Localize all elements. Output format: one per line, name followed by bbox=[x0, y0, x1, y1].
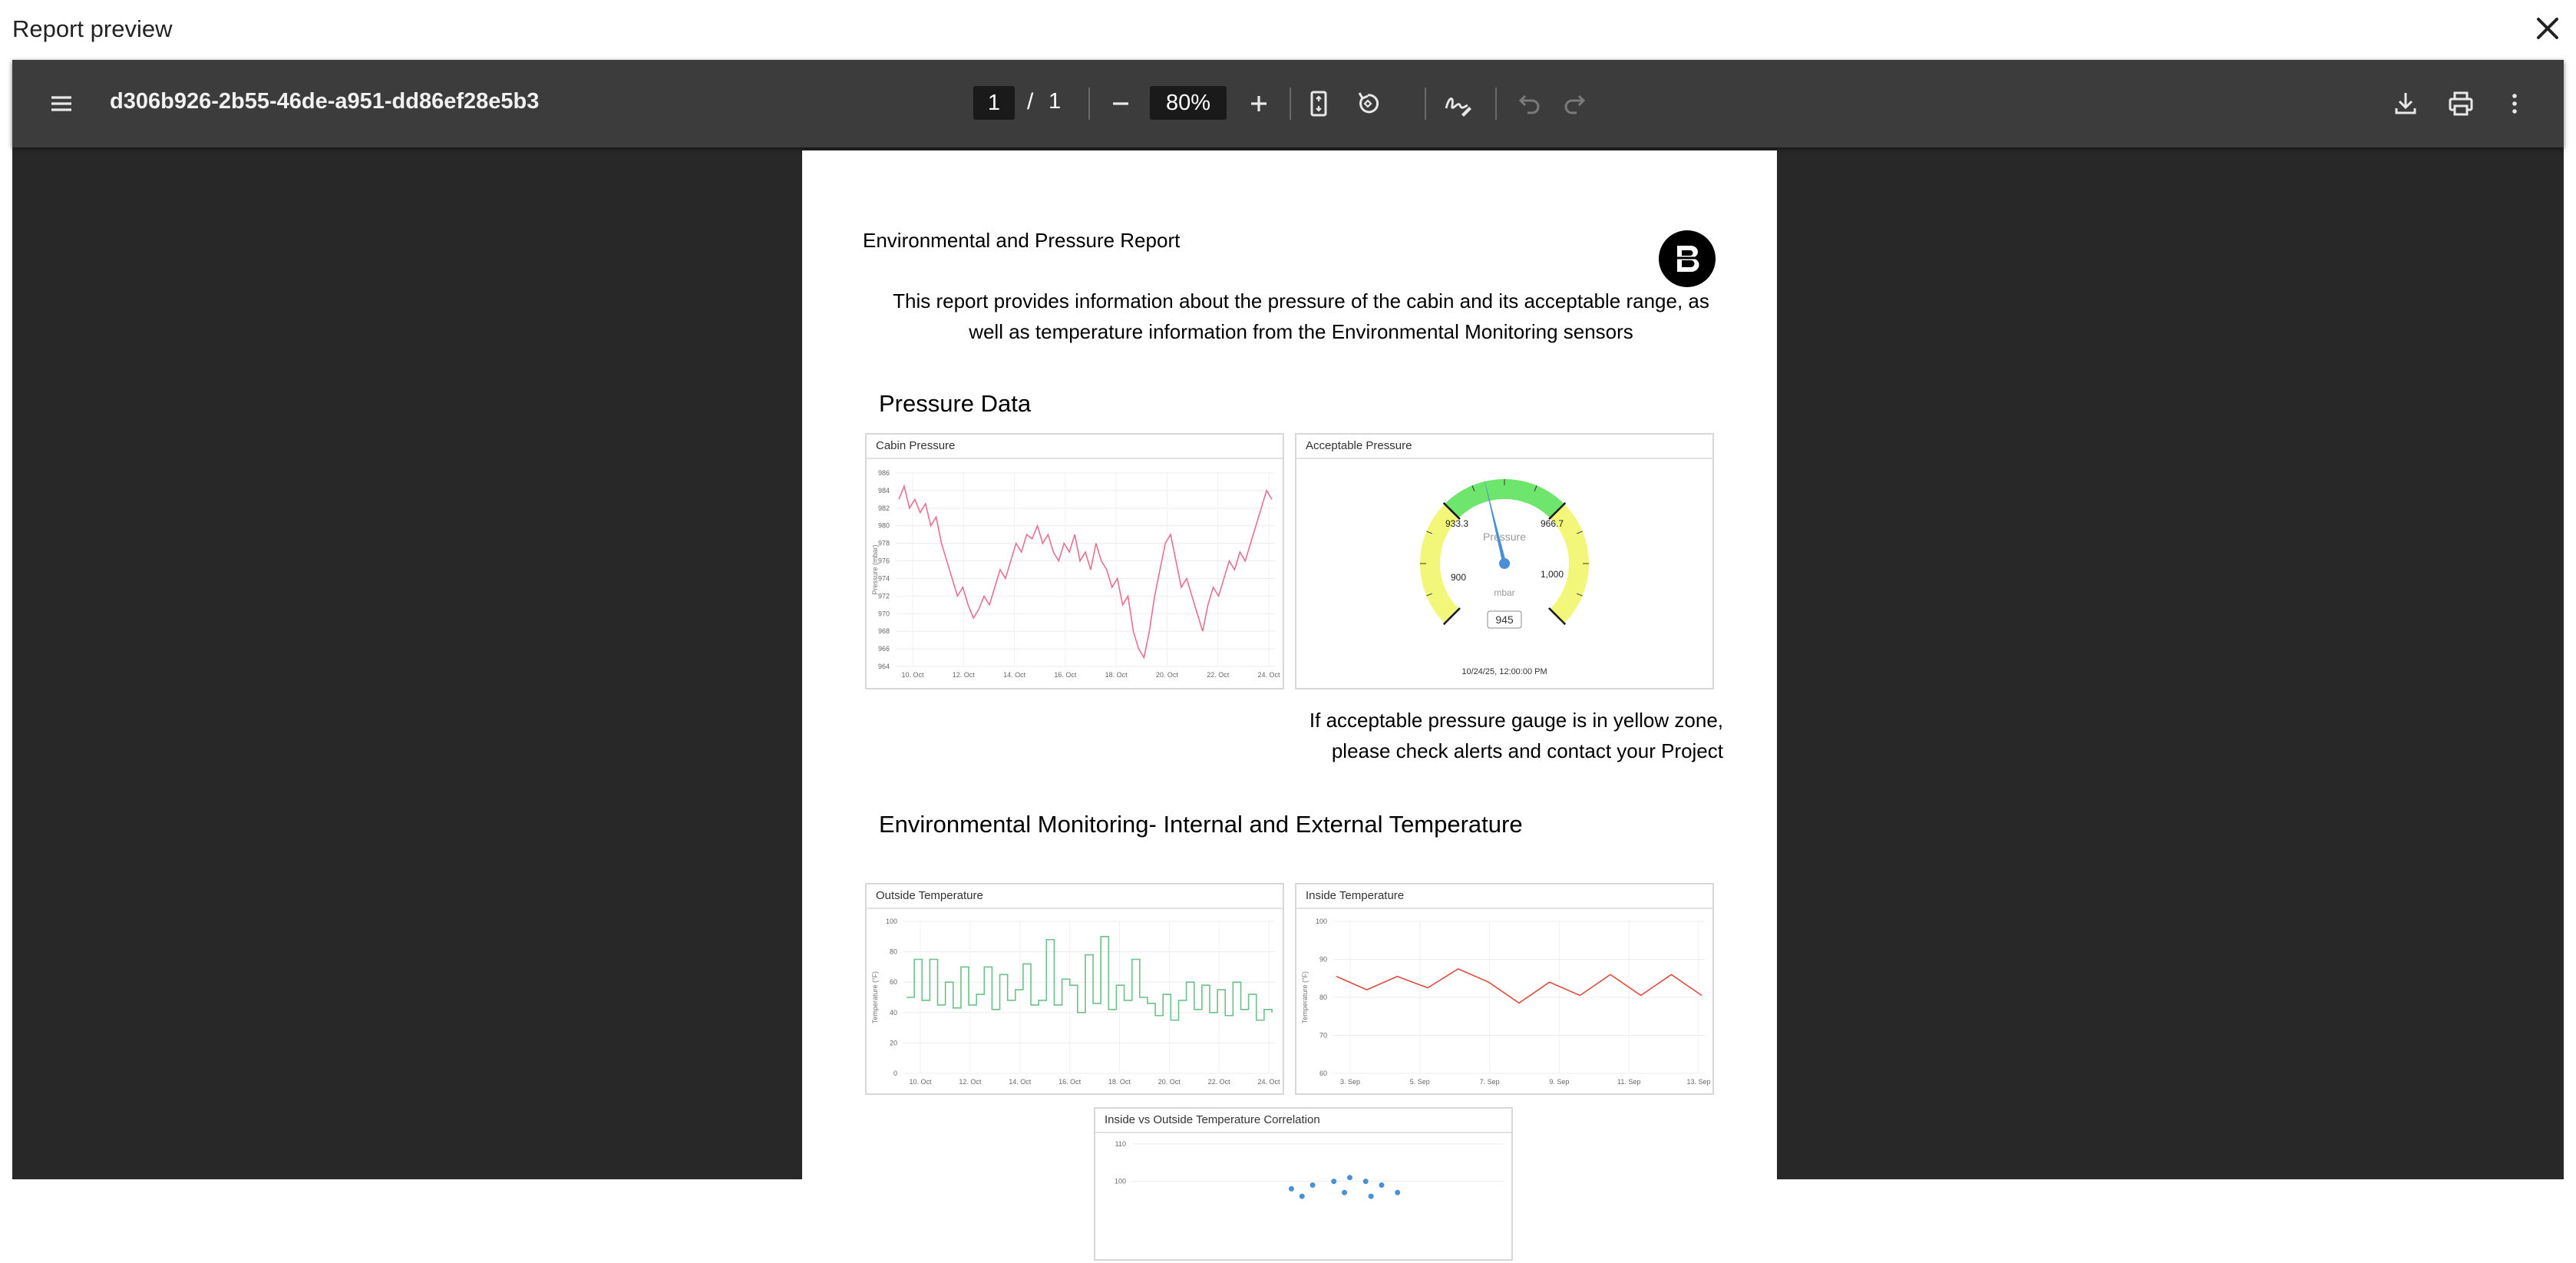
annotate-icon[interactable] bbox=[1438, 85, 1475, 122]
report-title: Environmental and Pressure Report bbox=[863, 229, 1181, 252]
outside-temperature-panel bbox=[865, 883, 1284, 1095]
series-line bbox=[907, 937, 1272, 1020]
y-tick-label: 980 bbox=[877, 521, 890, 530]
y-tick-label: 982 bbox=[877, 504, 890, 512]
x-tick-label: 24. Oct bbox=[1257, 671, 1280, 679]
y-tick-label: 100 bbox=[885, 917, 897, 925]
x-tick-label: 22. Oct bbox=[1207, 1078, 1230, 1086]
x-tick-label: 12. Oct bbox=[959, 1078, 982, 1086]
zoom-out-icon[interactable] bbox=[1102, 85, 1139, 122]
page-separator: / bbox=[1027, 89, 1034, 114]
rotate-icon[interactable] bbox=[1349, 85, 1386, 122]
fit-page-icon[interactable] bbox=[1300, 85, 1337, 122]
x-tick-label: 10. Oct bbox=[909, 1078, 932, 1086]
modal-header bbox=[0, 0, 2576, 60]
scatter-point bbox=[1310, 1182, 1316, 1188]
zoom-input[interactable]: 80% bbox=[1150, 86, 1227, 120]
note-line: If acceptable pressure gauge is in yellow zone, bbox=[1309, 709, 1723, 732]
pdf-page bbox=[802, 150, 1777, 1225]
y-tick-label: 100 bbox=[1114, 1177, 1126, 1185]
brand-logo-icon bbox=[1659, 230, 1716, 287]
x-tick-label: 10. Oct bbox=[901, 671, 924, 679]
pressure-note bbox=[1224, 705, 1723, 766]
toolbar-divider bbox=[1290, 88, 1291, 120]
y-tick-label: 110 bbox=[1115, 1140, 1126, 1148]
y-tick-label: 70 bbox=[1319, 1031, 1327, 1040]
download-icon[interactable] bbox=[2387, 85, 2424, 122]
gauge-unit: mbar bbox=[1494, 587, 1515, 598]
y-tick-label: 100 bbox=[1315, 917, 1327, 925]
correlation-panel bbox=[1094, 1107, 1513, 1261]
scatter-point bbox=[1289, 1186, 1294, 1192]
panel-title: Outside Temperature bbox=[867, 884, 1283, 909]
y-tick-label: 90 bbox=[1319, 955, 1327, 964]
scatter-point bbox=[1369, 1194, 1374, 1199]
inside-temperature-panel bbox=[1295, 883, 1714, 1095]
scatter-point bbox=[1331, 1179, 1336, 1184]
gauge-tick-label: 933.3 bbox=[1445, 518, 1469, 529]
x-tick-label: 14. Oct bbox=[1003, 671, 1026, 679]
y-tick-label: 966 bbox=[877, 645, 890, 653]
scatter-point bbox=[1347, 1175, 1352, 1180]
intro-line: This report provides information about the pressure of the cabin and its acceptable range, as bbox=[893, 289, 1709, 312]
scatter-point bbox=[1300, 1194, 1305, 1199]
document-name: d306b926-2b55-46de-a951-dd86ef28e5b3 bbox=[110, 89, 540, 114]
inside-temperature-chart bbox=[1296, 909, 1712, 1093]
more-icon[interactable] bbox=[2496, 85, 2533, 122]
x-tick-label: 22. Oct bbox=[1207, 671, 1230, 679]
pressure-gauge bbox=[1296, 459, 1712, 688]
x-tick-label: 16. Oct bbox=[1054, 671, 1077, 679]
y-tick-label: 970 bbox=[877, 610, 890, 618]
outside-temperature-chart bbox=[867, 909, 1283, 1093]
panel-title: Inside vs Outside Temperature Correlation bbox=[1095, 1109, 1511, 1133]
intro-line: well as temperature information from the Environmental Monitoring sensors bbox=[969, 320, 1633, 343]
zoom-in-icon[interactable] bbox=[1240, 85, 1277, 122]
modal-title: Report preview bbox=[12, 15, 173, 42]
y-tick-label: 0 bbox=[893, 1070, 897, 1077]
y-tick-label: 986 bbox=[877, 469, 890, 477]
panel-title: Inside Temperature bbox=[1296, 884, 1712, 909]
y-tick-label: 80 bbox=[1319, 994, 1327, 1001]
gauge-value: 945 bbox=[1495, 613, 1514, 626]
x-tick-label: 13. Sep bbox=[1686, 1078, 1711, 1086]
x-tick-label: 9. Sep bbox=[1549, 1078, 1570, 1086]
report-intro bbox=[879, 286, 1723, 347]
y-tick-label: 974 bbox=[877, 574, 890, 583]
scatter-point bbox=[1363, 1179, 1369, 1184]
x-tick-label: 16. Oct bbox=[1058, 1078, 1082, 1086]
x-tick-label: 14. Oct bbox=[1009, 1078, 1032, 1086]
y-tick-label: 20 bbox=[889, 1039, 897, 1047]
toolbar-divider bbox=[1495, 88, 1497, 120]
x-tick-label: 20. Oct bbox=[1158, 1078, 1181, 1086]
acceptable-pressure-panel bbox=[1295, 433, 1714, 689]
correlation-chart bbox=[1095, 1133, 1511, 1259]
x-tick-label: 18. Oct bbox=[1108, 1078, 1131, 1086]
x-tick-label: 24. Oct bbox=[1257, 1078, 1280, 1086]
y-tick-label: 964 bbox=[877, 663, 890, 670]
y-tick-label: 984 bbox=[877, 486, 890, 494]
gauge-tick-label: 966.7 bbox=[1540, 518, 1564, 529]
redo-icon[interactable] bbox=[1558, 85, 1595, 122]
gauge-tick-label: 1,000 bbox=[1540, 569, 1564, 580]
y-axis-label: Temperature (°F) bbox=[1301, 970, 1309, 1024]
toolbar-divider bbox=[1425, 88, 1426, 120]
x-tick-label: 12. Oct bbox=[952, 671, 975, 679]
gauge-tick-label: 900 bbox=[1450, 572, 1467, 583]
section-title-environment: Environmental Monitoring- Internal and External Temperature bbox=[879, 811, 1523, 838]
panel-title: Cabin Pressure bbox=[867, 435, 1283, 459]
series-line bbox=[899, 486, 1272, 657]
viewer-toolbar bbox=[12, 60, 2564, 147]
y-tick-label: 972 bbox=[877, 592, 890, 600]
gauge-label: Pressure bbox=[1482, 531, 1527, 543]
menu-icon[interactable] bbox=[43, 85, 80, 122]
x-tick-label: 7. Sep bbox=[1479, 1078, 1500, 1086]
series-line bbox=[1336, 969, 1702, 1003]
x-tick-label: 5. Sep bbox=[1409, 1078, 1430, 1086]
x-tick-label: 11. Sep bbox=[1617, 1078, 1641, 1086]
y-tick-label: 80 bbox=[889, 947, 897, 956]
note-line: please check alerts and contact your Project bbox=[1331, 739, 1723, 762]
print-icon[interactable] bbox=[2442, 85, 2479, 122]
cabin-pressure-panel bbox=[865, 433, 1284, 689]
page-total: 1 bbox=[1049, 89, 1062, 114]
y-tick-label: 60 bbox=[889, 978, 897, 987]
y-tick-label: 60 bbox=[1319, 1070, 1327, 1077]
section-title-pressure: Pressure Data bbox=[879, 390, 1032, 417]
pdf-viewer bbox=[12, 60, 2564, 1185]
cabin-pressure-chart bbox=[867, 459, 1283, 688]
scatter-point bbox=[1395, 1190, 1400, 1195]
x-tick-label: 3. Sep bbox=[1339, 1078, 1361, 1086]
y-tick-label: 40 bbox=[889, 1008, 897, 1017]
page-number-input[interactable]: 1 bbox=[973, 86, 1015, 120]
gauge-timestamp: 10/24/25, 12:00:00 PM bbox=[1461, 667, 1547, 676]
x-tick-label: 20. Oct bbox=[1155, 671, 1178, 679]
undo-icon[interactable] bbox=[1509, 85, 1546, 122]
x-tick-label: 18. Oct bbox=[1105, 671, 1128, 679]
y-tick-label: 976 bbox=[877, 557, 890, 565]
panel-title: Acceptable Pressure bbox=[1296, 435, 1712, 459]
y-axis-label: Pressure (mbar) bbox=[871, 544, 879, 595]
gauge-pivot bbox=[1499, 558, 1510, 569]
scatter-point bbox=[1342, 1190, 1347, 1195]
toolbar-divider bbox=[1088, 88, 1090, 120]
y-axis-label: Temperature (°F) bbox=[871, 970, 879, 1024]
close-icon[interactable] bbox=[2530, 11, 2565, 46]
y-tick-label: 978 bbox=[877, 539, 890, 547]
scatter-point bbox=[1379, 1182, 1384, 1188]
y-tick-label: 968 bbox=[877, 627, 890, 636]
